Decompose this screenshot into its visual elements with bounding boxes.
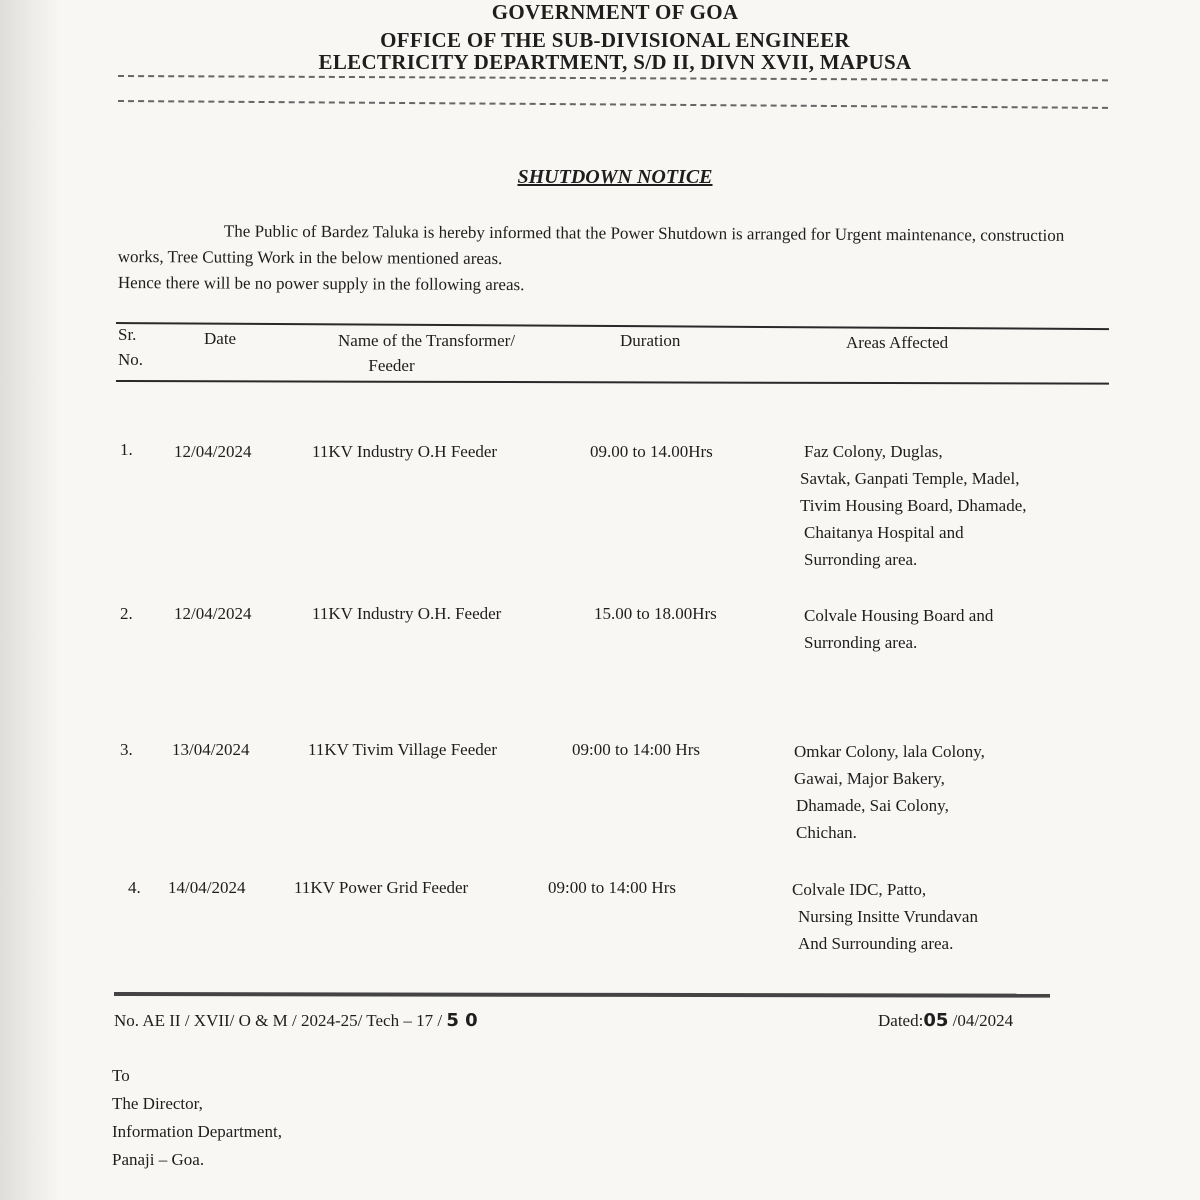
row1-sr: 1. — [120, 440, 133, 459]
col-header-name-line1: Name of the Transformer/ — [338, 331, 516, 350]
address-line: Panaji – Goa. — [112, 1150, 205, 1169]
reference-number-text: No. AE II / XVII/ O & M / 2024-25/ Tech – 17 / — [114, 1011, 447, 1030]
reference-number-handwritten: 5 0 — [446, 1010, 478, 1031]
row3-duration: 09:00 to 14:00 Hrs — [572, 740, 700, 759]
col-header-sr-line1: Sr. — [118, 325, 137, 344]
header-divider-dashed — [118, 100, 1108, 109]
row4-feeder: 11KV Power Grid Feeder — [294, 878, 469, 897]
col-header-sr-line2: No. — [118, 350, 144, 369]
header-office: OFFICE OF THE SUB-DIVISIONAL ENGINEER — [380, 28, 850, 52]
header-divider-dashed — [118, 75, 1108, 81]
col-header-name-line2: Feeder — [368, 356, 415, 375]
area-line: Tivim Housing Board, Dhamade, — [800, 496, 1027, 515]
row2-date: 12/04/2024 — [174, 604, 252, 623]
col-header-sr — [118, 322, 143, 372]
header-government: GOVERNMENT OF GOA — [491, 0, 739, 24]
dated-field — [878, 1010, 1013, 1031]
row4-duration: 09:00 to 14:00 Hrs — [548, 878, 676, 897]
col-header-areas: Areas Affected — [846, 333, 949, 352]
row1-areas — [800, 438, 1027, 573]
area-line: Dhamade, Sai Colony, — [796, 796, 949, 815]
row1-date: 12/04/2024 — [174, 442, 252, 461]
row1-feeder: 11KV Industry O.H Feeder — [312, 442, 498, 461]
area-line: Nursing Insitte Vrundavan — [798, 907, 978, 926]
intro-paragraph: The Public of Bardez Taluka is hereby informed that the Power Shutdown is arranged for Urgent maintenance, construction works, Tree Cutting Work in the below mentioned areas. — [117, 221, 1065, 269]
row3-areas — [794, 738, 985, 846]
row1-duration: 09.00 to 14.00Hrs — [590, 442, 713, 461]
header-department: ELECTRICITY DEPARTMENT, S/D II, DIVN XVII, MAPUSA — [318, 50, 912, 74]
area-line: Faz Colony, Duglas, — [804, 442, 943, 461]
area-line: Chichan. — [796, 823, 857, 842]
row3-date: 13/04/2024 — [172, 740, 250, 759]
address-line: To — [112, 1066, 130, 1085]
dated-label: Dated: — [878, 1011, 924, 1030]
row2-sr: 2. — [120, 604, 133, 623]
footer-divider-rule — [114, 992, 1050, 998]
area-line: And Surrounding area. — [798, 934, 954, 953]
dated-handwritten-day: 05 — [923, 1010, 949, 1031]
row4-date: 14/04/2024 — [168, 878, 246, 897]
table-header-rule — [116, 380, 1109, 385]
col-header-date: Date — [204, 329, 237, 348]
address-line: Information Department, — [112, 1122, 282, 1141]
notice-title: SHUTDOWN NOTICE — [517, 166, 713, 188]
area-line: Gawai, Major Bakery, — [794, 769, 945, 788]
area-line: Colvale Housing Board and — [804, 606, 994, 625]
area-line: Chaitanya Hospital and — [804, 523, 964, 542]
area-line: Omkar Colony, lala Colony, — [794, 742, 985, 761]
scan-edge-shadow — [0, 0, 60, 1200]
row2-duration: 15.00 to 18.00Hrs — [594, 604, 717, 623]
address-line: The Director, — [112, 1094, 203, 1113]
row3-sr: 3. — [120, 740, 133, 759]
area-line: Surronding area. — [804, 633, 918, 652]
row3-feeder: 11KV Tivim Village Feeder — [308, 740, 497, 759]
dated-month-year: /04/2024 — [948, 1011, 1014, 1030]
row4-areas — [792, 876, 978, 957]
col-header-name — [338, 328, 515, 378]
area-line: Colvale IDC, Patto, — [792, 880, 927, 899]
col-header-duration: Duration — [620, 331, 681, 350]
recipient-address — [112, 1062, 282, 1174]
area-line: Savtak, Ganpati Temple, Madel, — [800, 469, 1020, 488]
area-line: Surronding area. — [804, 550, 918, 569]
row2-feeder: 11KV Industry O.H. Feeder — [312, 604, 502, 623]
row4-sr: 4. — [128, 878, 141, 897]
reference-number — [114, 1010, 478, 1031]
intro-line: Hence there will be no power supply in the following areas. — [117, 272, 525, 295]
table-top-rule — [116, 322, 1109, 330]
row2-areas — [804, 602, 993, 656]
